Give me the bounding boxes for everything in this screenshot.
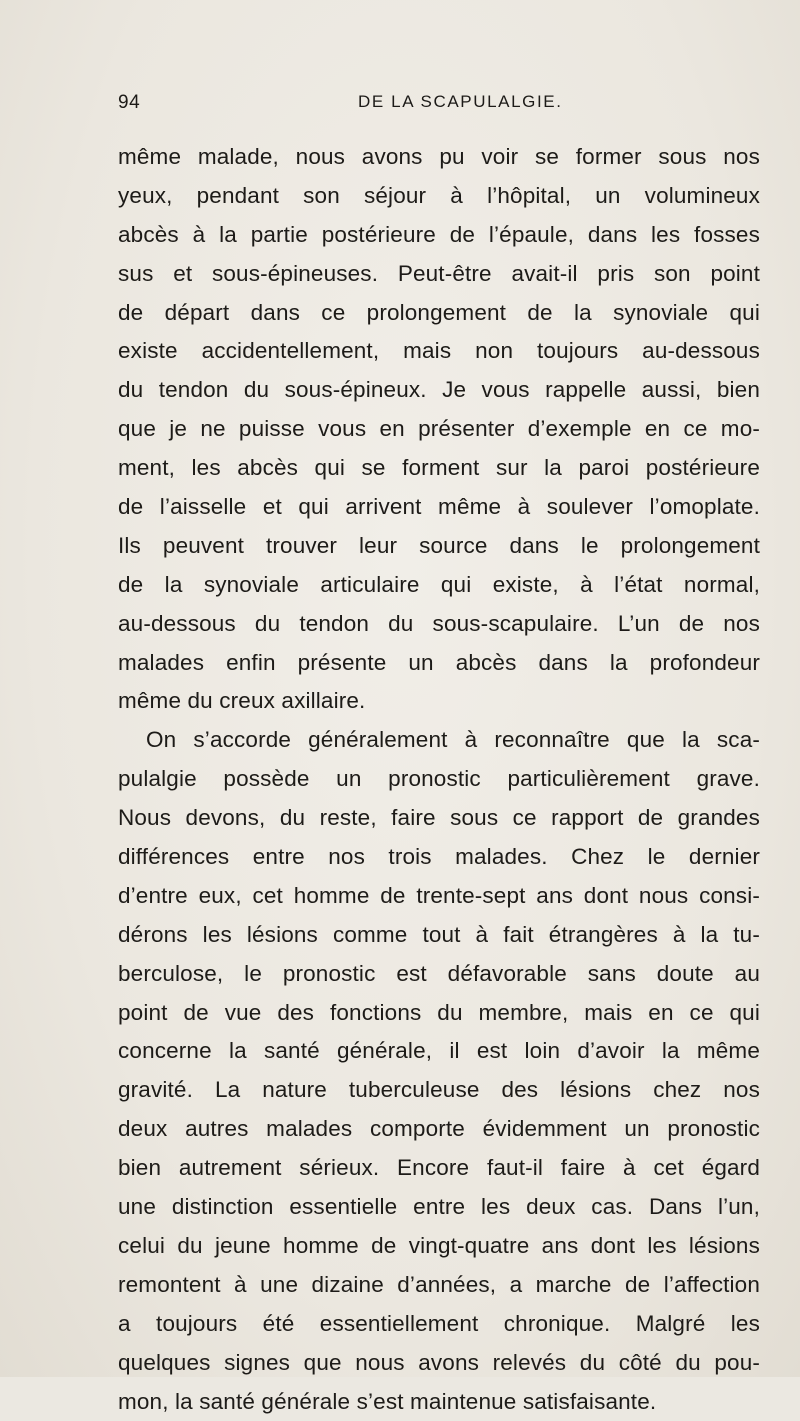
text-line: de départ dans ce prolongement de la synoviale qui	[118, 294, 760, 333]
text-line: de la synoviale articulaire qui existe, à l’état normal,	[118, 566, 760, 605]
text-line: même du creux axillaire.	[118, 682, 760, 721]
text-line: remontent à une dizaine d’années, a marche de l’affection	[118, 1266, 760, 1305]
text-line: point de vue des fonctions du membre, mais en ce qui	[118, 994, 760, 1033]
text-line: deux autres malades comporte évidemment un pronostic	[118, 1110, 760, 1149]
text-line: malades enfin présente un abcès dans la profondeur	[118, 644, 760, 683]
text-line: que je ne puisse vous en présenter d’exemple en ce mo-	[118, 410, 760, 449]
text-line: de l’aisselle et qui arrivent même à soulever l’omoplate.	[118, 488, 760, 527]
text-line: ment, les abcès qui se forment sur la paroi postérieure	[118, 449, 760, 488]
text-line: Ils peuvent trouver leur source dans le prolongement	[118, 527, 760, 566]
page-header	[0, 92, 800, 122]
text-line: d’entre eux, cet homme de trente-sept ans dont nous consi-	[118, 877, 760, 916]
running-title: DE LA SCAPULALGIE.	[358, 92, 563, 112]
text-line: une distinction essentielle entre les deux cas. Dans l’un,	[118, 1188, 760, 1227]
text-line: mon, la santé générale s’est maintenue satisfaisante.	[118, 1383, 760, 1421]
text-line: concerne la santé générale, il est loin d’avoir la même	[118, 1032, 760, 1071]
text-line: yeux, pendant son séjour à l’hôpital, un volumineux	[118, 177, 760, 216]
text-line: a toujours été essentiellement chronique. Malgré les	[118, 1305, 760, 1344]
text-line: Nous devons, du reste, faire sous ce rapport de grandes	[118, 799, 760, 838]
text-line: gravité. La nature tuberculeuse des lésions chez nos	[118, 1071, 760, 1110]
text-line: différences entre nos trois malades. Chez le dernier	[118, 838, 760, 877]
text-line: bien autrement sérieux. Encore faut-il faire à cet égard	[118, 1149, 760, 1188]
text-line: quelques signes que nous avons relevés du côté du pou-	[118, 1344, 760, 1383]
text-line: dérons les lésions comme tout à fait étrangères à la tu-	[118, 916, 760, 955]
text-line: existe accidentellement, mais non toujours au-dessous	[118, 332, 760, 371]
body-text	[118, 138, 760, 1421]
text-line: du tendon du sous-épineux. Je vous rappelle aussi, bien	[118, 371, 760, 410]
text-line: pulalgie possède un pronostic particulièrement grave.	[118, 760, 760, 799]
text-line: abcès à la partie postérieure de l’épaule, dans les fosses	[118, 216, 760, 255]
text-line: berculose, le pronostic est défavorable sans doute au	[118, 955, 760, 994]
text-line: sus et sous-épineuses. Peut-être avait-il pris son point	[118, 255, 760, 294]
text-line: On s’accorde généralement à reconnaître que la sca-	[118, 721, 760, 760]
text-line: au-dessous du tendon du sous-scapulaire. L’un de nos	[118, 605, 760, 644]
text-line: celui du jeune homme de vingt-quatre ans dont les lésions	[118, 1227, 760, 1266]
text-line: même malade, nous avons pu voir se former sous nos	[118, 138, 760, 177]
page-number: 94	[118, 92, 140, 114]
